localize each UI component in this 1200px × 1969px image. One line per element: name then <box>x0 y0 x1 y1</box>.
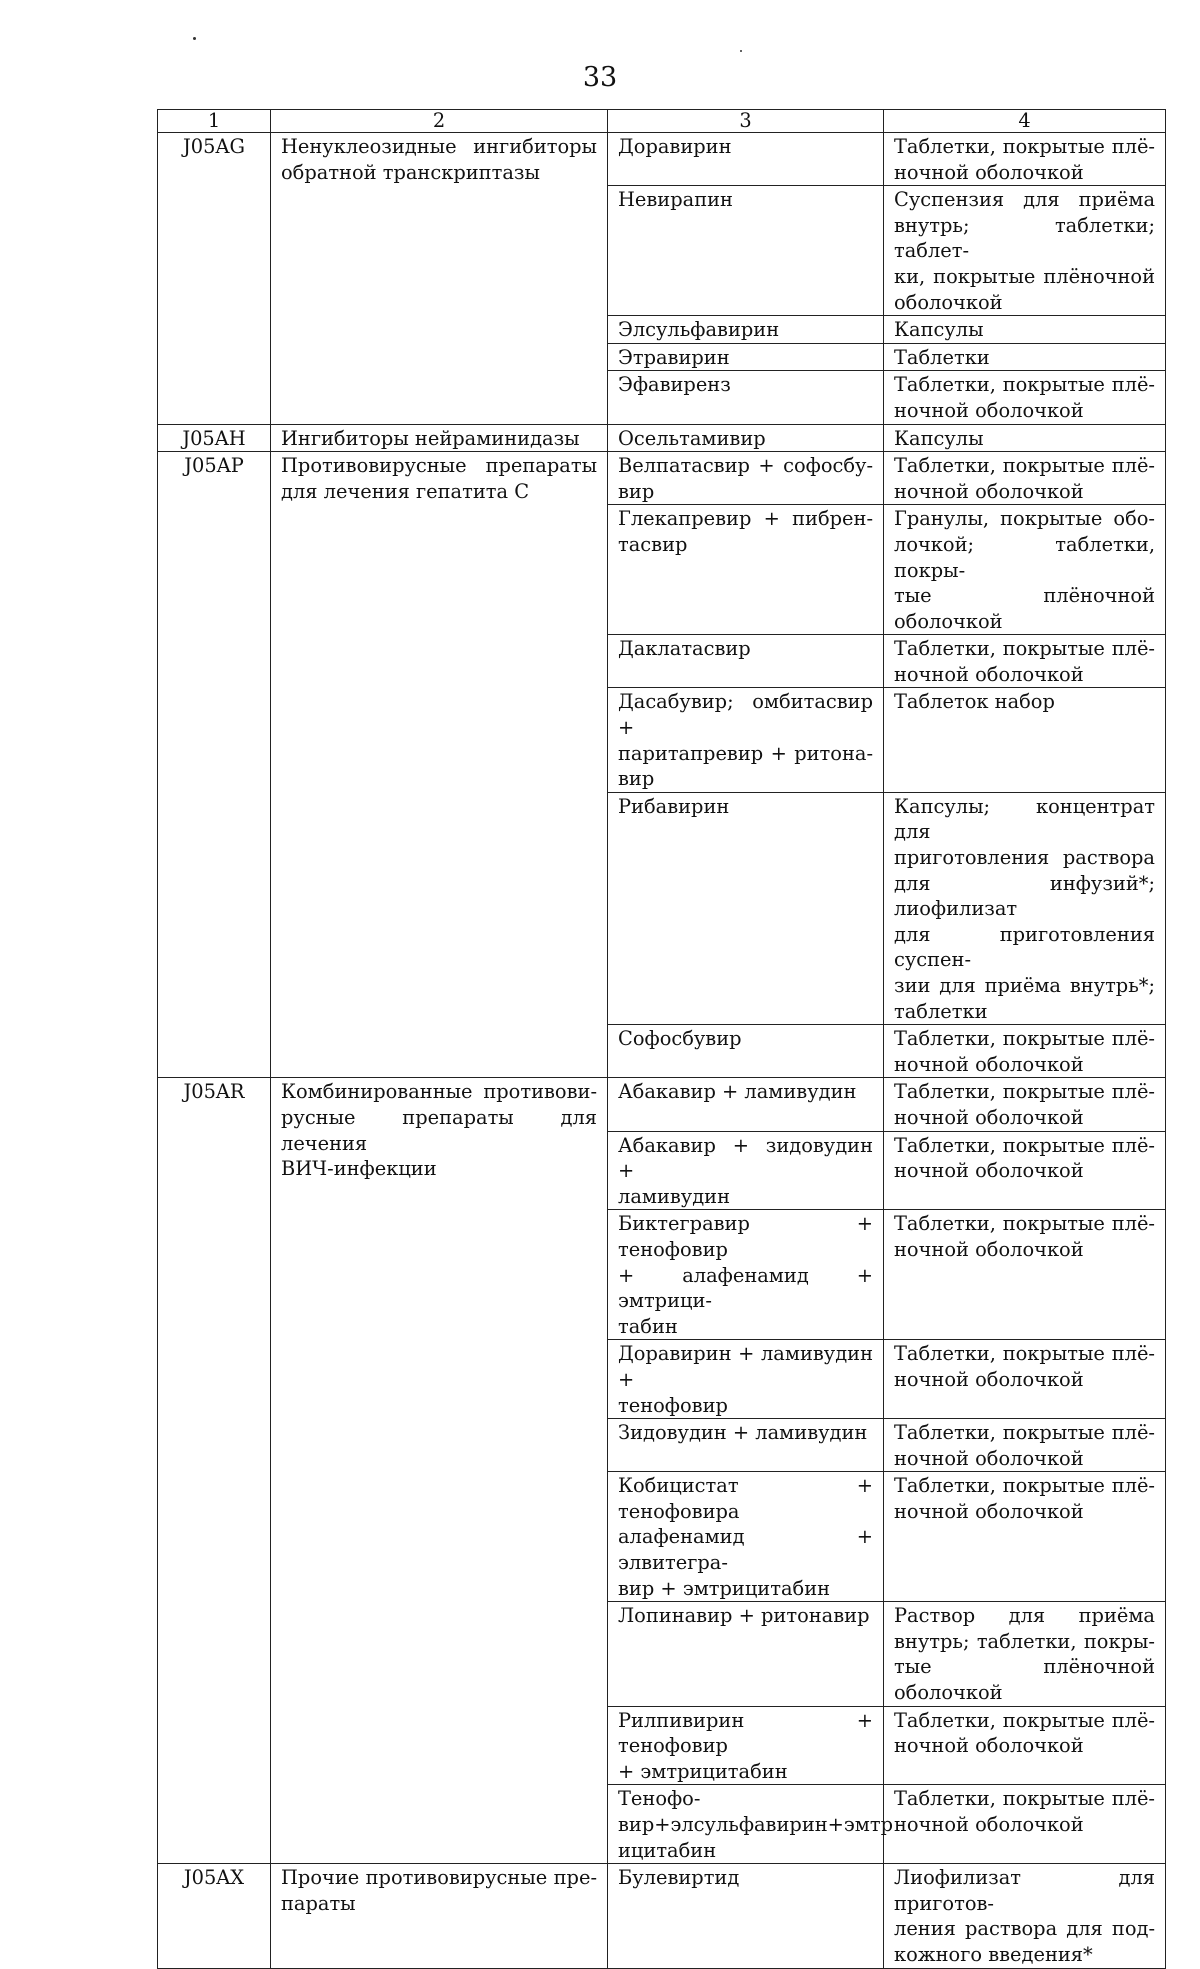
dosage-form-cell <box>884 1472 1166 1602</box>
dosage-form-cell <box>884 1025 1166 1078</box>
drug-name-line: Абакавир + ламивудин <box>618 1080 857 1104</box>
drug-name-cell <box>608 1340 884 1419</box>
drug-name-line: табин <box>618 1314 678 1338</box>
dosage-form-line: Таблетки, покрытые плё- <box>894 637 1155 661</box>
table-row <box>158 452 1166 505</box>
dosage-form-cell <box>884 343 1166 371</box>
dosage-form-line: Таблетки, покрытые плё- <box>894 1342 1155 1366</box>
drug-name-line: Даклатасвир <box>618 637 751 661</box>
drug-name-cell <box>608 1472 884 1602</box>
column-header: 4 <box>884 110 1166 133</box>
drug-name-cell <box>608 343 884 371</box>
group-name-line: Прочие противовирусные пре- <box>281 1866 597 1890</box>
dosage-form-line: Суспензия для приёма <box>894 188 1155 212</box>
drug-table <box>157 109 1166 1969</box>
dosage-form-line: Таблетки, покрытые плё- <box>894 1708 1155 1732</box>
atc-code-cell: J05AH <box>158 424 271 452</box>
drug-name-cell <box>608 1602 884 1706</box>
table-header-row <box>158 110 1166 133</box>
drug-name-line: алафенамид + элвитегра- <box>618 1525 873 1575</box>
drug-name-line: Тенофо- <box>618 1787 701 1811</box>
dosage-form-line: Таблетки, покрытые плё- <box>894 1787 1155 1811</box>
dosage-form-line: ночной оболочкой <box>894 1813 1084 1836</box>
scan-speck <box>740 50 742 52</box>
dosage-form-cell <box>884 792 1166 1024</box>
dosage-form-line: внутрь; таблетки, покры- <box>894 1629 1155 1653</box>
group-name-cell <box>271 133 608 425</box>
dosage-form-line: ночной оболочкой <box>894 160 1084 184</box>
dosage-form-line: Таблетки, покрытые плё- <box>894 454 1155 478</box>
drug-name-line: Доравирин + ламивудин + <box>618 1342 873 1391</box>
dosage-form-line: Гранулы, покрытые обо- <box>894 507 1155 531</box>
dosage-form-line: Раствор для приёма <box>894 1604 1155 1628</box>
dosage-form-line: тые плёночной оболочкой <box>894 1655 1155 1705</box>
drug-name-cell <box>608 316 884 344</box>
drug-name-cell <box>608 452 884 505</box>
drug-name-line: Лопинавир + ритонавир <box>618 1604 870 1628</box>
drug-name-line: + алафенамид + эмтрици- <box>618 1263 873 1313</box>
drug-name-line: Велпатасвир + софосбу- <box>618 454 873 478</box>
dosage-form-cell <box>884 1864 1166 1968</box>
drug-name-cell <box>608 1078 884 1131</box>
group-name-cell <box>271 424 608 452</box>
dosage-form-cell <box>884 452 1166 505</box>
drug-name-line: паритапревир + ритона- <box>618 741 873 765</box>
dosage-form-cell <box>884 1210 1166 1340</box>
group-name-line: Противовирусные препараты <box>281 454 597 478</box>
group-name-line: Ингибиторы нейраминидазы <box>281 426 580 450</box>
page-number: 33 <box>582 62 618 93</box>
dosage-form-line: ночной оболочкой <box>894 1499 1084 1523</box>
dosage-form-cell <box>884 1078 1166 1131</box>
drug-name-line: вир+элсульфавирин+эмтр <box>618 1813 893 1836</box>
atc-code-cell: J05AG <box>158 133 271 425</box>
group-name-line: Комбинированные противови- <box>281 1080 597 1104</box>
dosage-form-cell <box>884 1706 1166 1785</box>
scan-speck <box>193 37 196 40</box>
drug-name-line: Дасабувир; омбитасвир + <box>618 690 873 740</box>
group-name-line: Ненуклеозидные ингибиторы <box>281 135 597 158</box>
drug-name-line: вир <box>618 479 655 503</box>
group-name-line: обратной транскриптазы <box>281 160 540 184</box>
drug-name-line: Софосбувир <box>618 1027 742 1051</box>
drug-name-line: вир + эмтрицитабин <box>618 1576 831 1600</box>
dosage-form-cell <box>884 1419 1166 1472</box>
drug-name-line: Элсульфавирин <box>618 318 780 342</box>
dosage-form-line: Капсулы <box>894 318 984 342</box>
dosage-form-line: оболочкой <box>894 290 1003 314</box>
dosage-form-line: ления раствора для под- <box>894 1917 1155 1941</box>
dosage-form-line: Лиофилизат для приготов- <box>894 1866 1155 1915</box>
dosage-form-line: ночной оболочкой <box>894 1446 1084 1470</box>
group-name-line: русные препараты для лечения <box>281 1105 597 1155</box>
drug-name-line: Этравирин <box>618 345 730 369</box>
drug-name-line: ламивудин <box>618 1184 730 1208</box>
group-name-line: ВИЧ-инфекции <box>281 1157 437 1181</box>
atc-code-cell: J05AX <box>158 1864 271 1968</box>
column-header: 3 <box>608 110 884 133</box>
group-name-line: для лечения гепатита С <box>281 479 530 503</box>
dosage-form-line: Таблетки, покрытые плё- <box>894 373 1155 397</box>
drug-name-cell <box>608 186 884 316</box>
dosage-form-cell <box>884 1131 1166 1210</box>
drug-name-line: Рилпивирин + тенофовир <box>618 1708 873 1758</box>
group-name-cell <box>271 452 608 1078</box>
group-name-cell <box>271 1864 608 1968</box>
column-header: 2 <box>271 110 608 133</box>
drug-name-line: вир <box>618 767 655 791</box>
drug-name-cell <box>608 1785 893 1864</box>
dosage-form-cell <box>884 505 1166 635</box>
dosage-form-cell <box>884 316 1166 344</box>
table-row <box>158 1078 1166 1131</box>
drug-name-cell <box>608 1706 884 1785</box>
dosage-form-line: ночной оболочкой <box>894 1052 1084 1076</box>
dosage-form-line: ночной оболочкой <box>894 398 1084 422</box>
drug-name-cell <box>608 424 884 452</box>
dosage-form-line: Таблетки, покрытые плё- <box>894 1212 1155 1236</box>
dosage-form-line: для инфузий*; лиофилизат <box>894 871 1155 921</box>
drug-name-line: Булевиртид <box>618 1866 740 1890</box>
dosage-form-cell <box>884 133 1166 186</box>
dosage-form-line: таблетки <box>894 999 988 1023</box>
group-name-line: параты <box>281 1891 356 1915</box>
dosage-form-line: зии для приёма внутрь*; <box>894 974 1155 997</box>
dosage-form-line: Таблеток набор <box>894 690 1055 714</box>
drug-name-line: ицитабин <box>618 1838 717 1862</box>
dosage-form-cell <box>884 688 1166 792</box>
dosage-form-line: Капсулы; концентрат для <box>894 794 1155 844</box>
drug-name-cell <box>608 1210 884 1340</box>
drug-name-cell <box>608 1025 884 1078</box>
dosage-form-line: ки, покрытые плёночной <box>894 264 1155 288</box>
drug-name-cell <box>608 1131 884 1210</box>
dosage-form-line: Таблетки <box>894 345 990 369</box>
dosage-form-line: Таблетки, покрытые плё- <box>894 1080 1155 1104</box>
drug-name-cell <box>608 792 884 1024</box>
drug-name-line: тенофовир <box>618 1393 728 1417</box>
dosage-form-line: Таблетки, покрытые плё- <box>894 135 1155 158</box>
dosage-form-line: кожного введения* <box>894 1942 1093 1966</box>
dosage-form-line: приготовления раствора <box>894 846 1155 870</box>
drug-name-line: Эфавиренз <box>618 373 731 397</box>
drug-name-cell <box>608 635 884 688</box>
drug-name-line: + эмтрицитабин <box>618 1759 788 1783</box>
column-header: 1 <box>158 110 271 133</box>
dosage-form-line: для приготовления суспен- <box>894 922 1155 972</box>
dosage-form-cell <box>884 186 1166 316</box>
drug-name-line: Кобицистат + тенофовира <box>618 1474 873 1523</box>
dosage-form-cell <box>884 1340 1166 1419</box>
drug-name-cell <box>608 688 884 792</box>
dosage-form-line: ночной оболочкой <box>894 662 1084 686</box>
dosage-form-cell <box>884 424 1166 452</box>
dosage-form-line: Таблетки, покрытые плё- <box>894 1474 1155 1498</box>
table-row <box>158 1864 1166 1968</box>
dosage-form-line: ночной оболочкой <box>894 1105 1084 1129</box>
atc-code-cell: J05AP <box>158 452 271 1078</box>
dosage-form-line: Капсулы <box>894 426 984 450</box>
drug-name-cell <box>608 1864 884 1968</box>
dosage-form-cell <box>884 1785 1166 1864</box>
drug-name-line: Осельтамивир <box>618 426 766 450</box>
drug-name-cell <box>608 505 884 635</box>
drug-name-cell <box>608 1419 884 1472</box>
drug-name-line: тасвир <box>618 532 688 556</box>
drug-name-cell <box>608 133 884 186</box>
drug-name-line: Невирапин <box>618 188 733 212</box>
drug-name-line: Доравирин <box>618 135 732 158</box>
drug-name-line: Абакавир + зидовудин + <box>618 1133 873 1183</box>
dosage-form-line: внутрь; таблетки; таблет- <box>894 213 1155 263</box>
dosage-form-cell <box>884 1602 1166 1706</box>
dosage-form-line: тые плёночной оболочкой <box>894 584 1155 633</box>
drug-name-cell <box>608 371 884 424</box>
dosage-form-line: Таблетки, покрытые плё- <box>894 1027 1155 1051</box>
dosage-form-line: ночной оболочкой <box>894 1367 1084 1391</box>
drug-name-line: Глекапревир + пибрен- <box>618 507 873 531</box>
dosage-form-cell <box>884 635 1166 688</box>
dosage-form-cell <box>884 371 1166 424</box>
drug-name-line: Биктегравир + тенофовир <box>618 1212 873 1261</box>
dosage-form-line: ночной оболочкой <box>894 1159 1084 1183</box>
dosage-form-line: ночной оболочкой <box>894 1734 1084 1758</box>
drug-name-line: Рибавирин <box>618 794 730 818</box>
dosage-form-line: лочкой; таблетки, покры- <box>894 532 1155 582</box>
table-row <box>158 133 1166 186</box>
dosage-form-line: Таблетки, покрытые плё- <box>894 1421 1155 1445</box>
atc-code-cell: J05AR <box>158 1078 271 1864</box>
group-name-cell <box>271 1078 608 1864</box>
table-row <box>158 424 1166 452</box>
drug-name-line: Зидовудин + ламивудин <box>618 1421 868 1445</box>
dosage-form-line: ночной оболочкой <box>894 479 1084 503</box>
dosage-form-line: Таблетки, покрытые плё- <box>894 1133 1155 1157</box>
dosage-form-line: ночной оболочкой <box>894 1237 1084 1261</box>
